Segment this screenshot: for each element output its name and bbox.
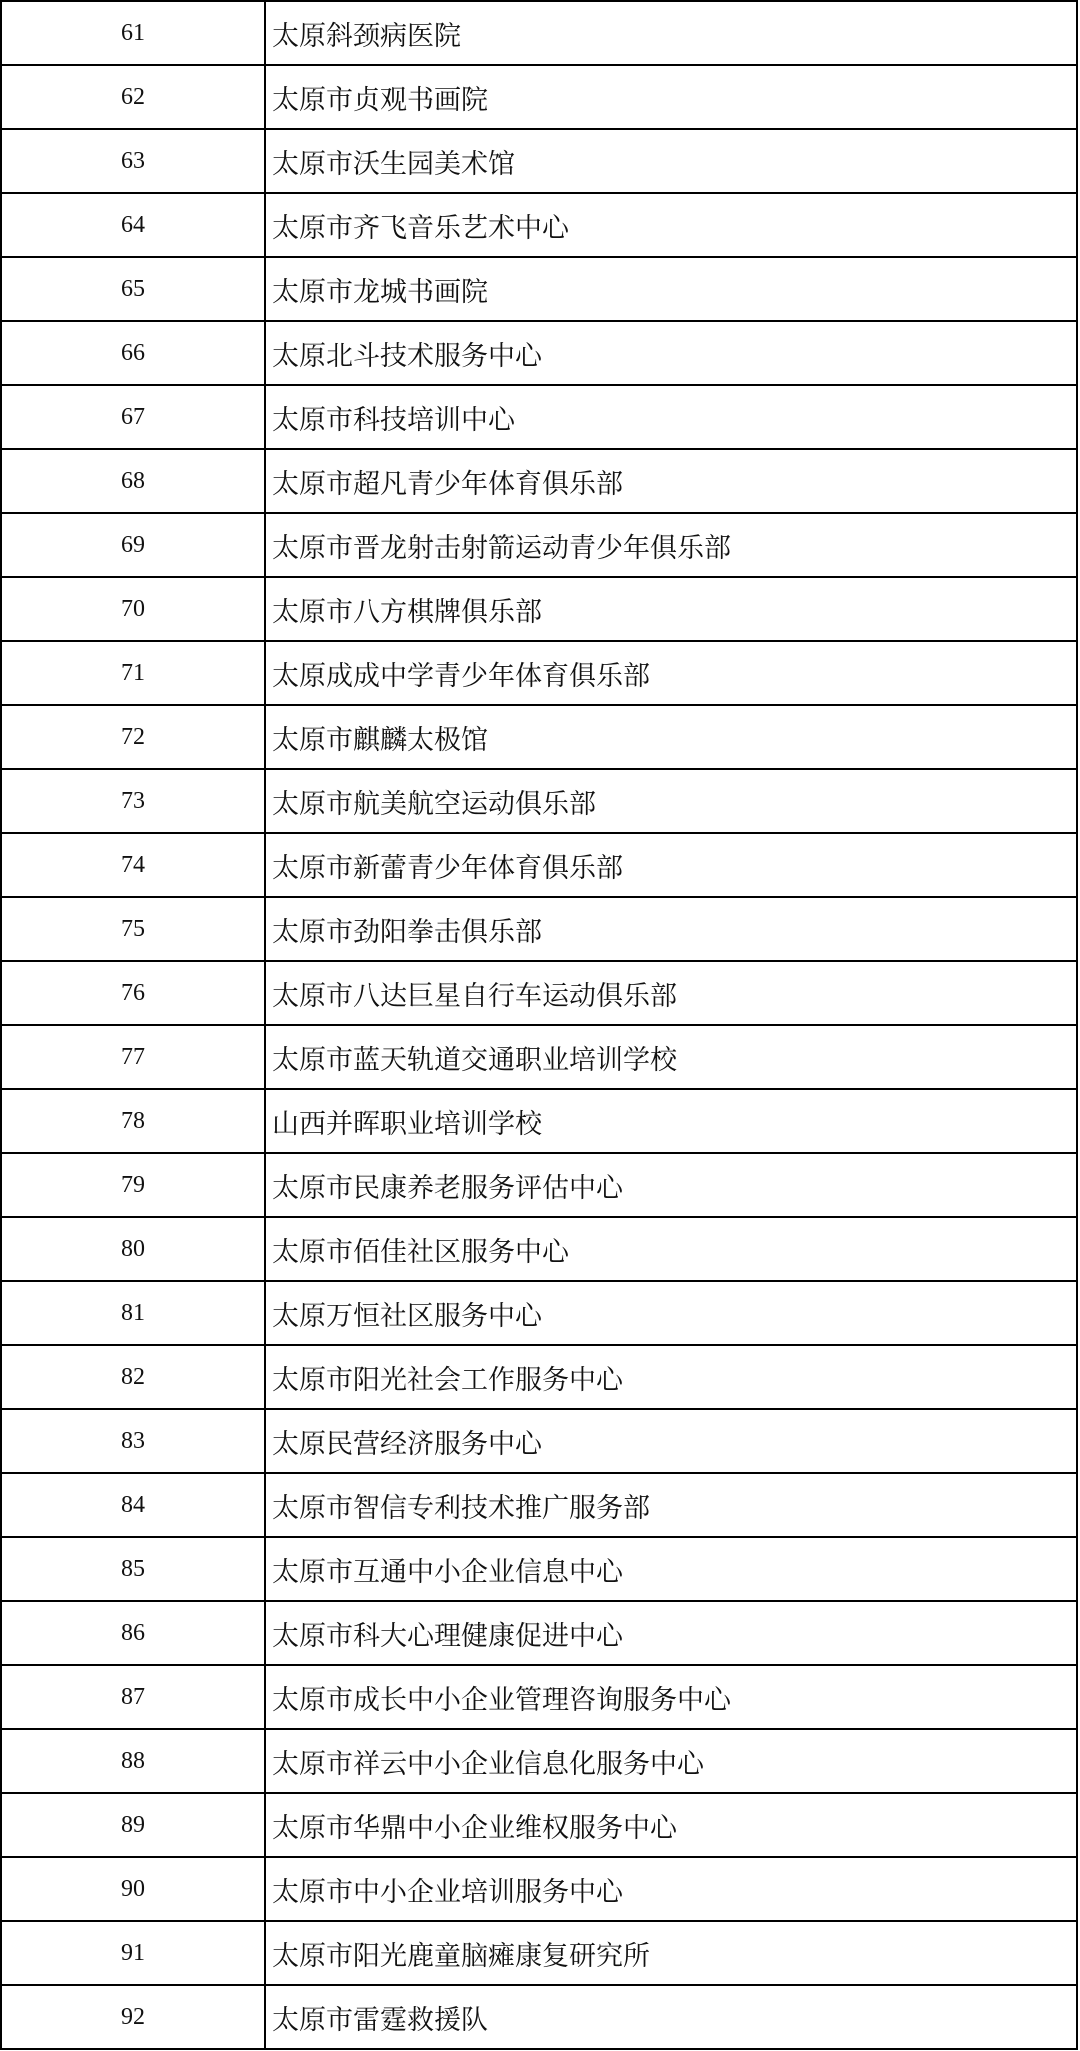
row-number: 62 <box>2 66 266 128</box>
table-row <box>2 1666 1076 1730</box>
table-row <box>2 642 1076 706</box>
row-number: 66 <box>2 322 266 384</box>
organization-name: 太原市晋龙射击射箭运动青少年俱乐部 <box>272 532 731 563</box>
table-row <box>2 1602 1076 1666</box>
organization-name: 太原市贞观书画院 <box>272 84 488 115</box>
row-number: 64 <box>2 194 266 256</box>
organization-name: 太原市佰佳社区服务中心 <box>272 1236 569 1267</box>
table-row <box>2 386 1076 450</box>
organization-name: 太原市中小企业培训服务中心 <box>272 1876 623 1907</box>
organization-name: 山西并晖职业培训学校 <box>272 1108 542 1139</box>
row-number: 91 <box>2 1922 266 1984</box>
table-row <box>2 2 1076 66</box>
organization-name: 太原市劲阳拳击俱乐部 <box>272 916 542 947</box>
row-number: 79 <box>2 1154 266 1216</box>
organization-name: 太原市阳光社会工作服务中心 <box>272 1364 623 1395</box>
organization-name: 太原市超凡青少年体育俱乐部 <box>272 468 623 499</box>
organization-name: 太原市新蕾青少年体育俱乐部 <box>272 852 623 883</box>
table-row <box>2 450 1076 514</box>
row-number: 82 <box>2 1346 266 1408</box>
table-row <box>2 1154 1076 1218</box>
table-row <box>2 1218 1076 1282</box>
table-row <box>2 1346 1076 1410</box>
table-row <box>2 578 1076 642</box>
table-row <box>2 962 1076 1026</box>
row-number: 85 <box>2 1538 266 1600</box>
table-row <box>2 322 1076 386</box>
row-number: 74 <box>2 834 266 896</box>
organization-name: 太原北斗技术服务中心 <box>272 340 542 371</box>
organization-name: 太原市齐飞音乐艺术中心 <box>272 212 569 243</box>
organization-name: 太原市阳光鹿童脑瘫康复研究所 <box>272 1940 650 1971</box>
organization-name: 太原市科大心理健康促进中心 <box>272 1620 623 1651</box>
row-number: 87 <box>2 1666 266 1728</box>
organization-name: 太原市祥云中小企业信息化服务中心 <box>272 1748 704 1779</box>
organization-name: 太原市华鼎中小企业维权服务中心 <box>272 1812 677 1843</box>
row-number: 83 <box>2 1410 266 1472</box>
organization-name: 太原市科技培训中心 <box>272 404 515 435</box>
table-row <box>2 1090 1076 1154</box>
table-row <box>2 258 1076 322</box>
row-number: 90 <box>2 1858 266 1920</box>
row-number: 72 <box>2 706 266 768</box>
row-number: 89 <box>2 1794 266 1856</box>
organization-name: 太原市成长中小企业管理咨询服务中心 <box>272 1684 731 1715</box>
organization-name: 太原斜颈病医院 <box>272 20 461 51</box>
row-number: 92 <box>2 1986 266 2048</box>
organization-name: 太原民营经济服务中心 <box>272 1428 542 1459</box>
table-row <box>2 1730 1076 1794</box>
organization-name: 太原市沃生园美术馆 <box>272 148 515 179</box>
row-number: 75 <box>2 898 266 960</box>
row-number: 78 <box>2 1090 266 1152</box>
table-row <box>2 1474 1076 1538</box>
table-row <box>2 194 1076 258</box>
organization-name: 太原市蓝天轨道交通职业培训学校 <box>272 1044 677 1075</box>
row-number: 81 <box>2 1282 266 1344</box>
organization-name: 太原市麒麟太极馆 <box>272 724 488 755</box>
row-number: 88 <box>2 1730 266 1792</box>
organization-name: 太原市航美航空运动俱乐部 <box>272 788 596 819</box>
row-number: 73 <box>2 770 266 832</box>
row-number: 63 <box>2 130 266 192</box>
table-row <box>2 1858 1076 1922</box>
row-number: 67 <box>2 386 266 448</box>
table-row <box>2 1986 1076 2050</box>
table-row <box>2 1922 1076 1986</box>
row-number: 65 <box>2 258 266 320</box>
table-row <box>2 130 1076 194</box>
table-row <box>2 770 1076 834</box>
organization-name: 太原市八达巨星自行车运动俱乐部 <box>272 980 677 1011</box>
row-number: 86 <box>2 1602 266 1664</box>
table-row <box>2 1538 1076 1602</box>
table-row <box>2 66 1076 130</box>
row-number: 69 <box>2 514 266 576</box>
table-row <box>2 1282 1076 1346</box>
organization-name: 太原市民康养老服务评估中心 <box>272 1172 623 1203</box>
table-row <box>2 898 1076 962</box>
table-row <box>2 706 1076 770</box>
table-row <box>2 1794 1076 1858</box>
table-row <box>2 1026 1076 1090</box>
organization-name: 太原万恒社区服务中心 <box>272 1300 542 1331</box>
organization-name: 太原市八方棋牌俱乐部 <box>272 596 542 627</box>
table-row <box>2 834 1076 898</box>
organization-name: 太原市智信专利技术推广服务部 <box>272 1492 650 1523</box>
row-number: 84 <box>2 1474 266 1536</box>
organization-name: 太原成成中学青少年体育俱乐部 <box>272 660 650 691</box>
row-number: 77 <box>2 1026 266 1088</box>
table-row <box>2 1410 1076 1474</box>
table-row <box>2 514 1076 578</box>
organization-name: 太原市雷霆救援队 <box>272 2004 488 2035</box>
row-number: 61 <box>2 2 266 64</box>
row-number: 68 <box>2 450 266 512</box>
row-number: 71 <box>2 642 266 704</box>
organization-name: 太原市互通中小企业信息中心 <box>272 1556 623 1587</box>
organization-name: 太原市龙城书画院 <box>272 276 488 307</box>
row-number: 76 <box>2 962 266 1024</box>
row-number: 70 <box>2 578 266 640</box>
row-number: 80 <box>2 1218 266 1280</box>
